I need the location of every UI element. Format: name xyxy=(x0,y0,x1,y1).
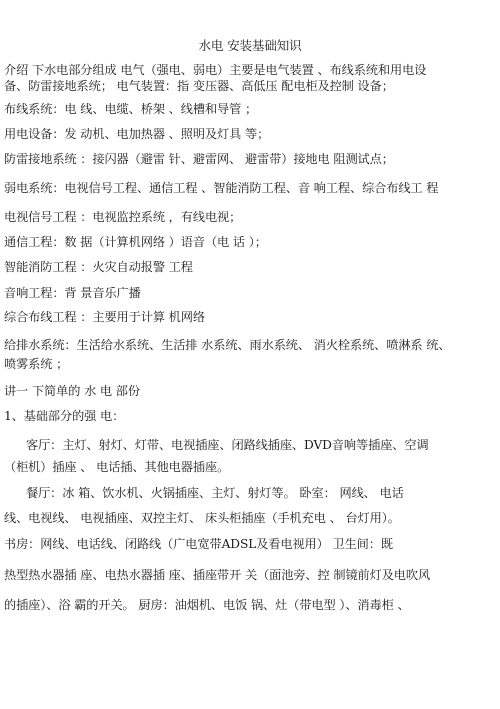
text-line: 智能消防工程 ：火灾自动报警 工程 xyxy=(4,260,193,274)
text-line: 热型热水器插 座、电热水器插 座、插座带开 关（面池旁、控 制镜前灯及电吹风 xyxy=(4,568,431,582)
text-line: 的插座）、浴 霸的开关。 厨房：油烟机、电饭 锅、灶（带电型 ）、消毒柜 、 xyxy=(4,598,410,612)
text-line: 客厅：主灯、射灯、灯带、电视插座、闭路线插座、DVD音响等插座、空调 xyxy=(26,438,429,452)
text-line: 给排水系统：生活给水系统、生活排 水系统、雨水系统、 消火栓系统、喷淋系 统、 xyxy=(4,338,451,352)
text-line: 电视信号工程 ：电视监控系统 ，有线电视； xyxy=(4,210,242,224)
text-line: 防雷接地系统 ：接闪器（避雷 针、避雷网、 避雷带）接地电 阻测试点； xyxy=(4,152,394,166)
text-line: 综合布线工程 ：主要用于计算 机网络 xyxy=(4,310,205,324)
text-line: （柜机）插座 、 电话插、其他电器插座。 xyxy=(4,460,230,474)
text-line: 备、防雷接地系统； 电气装置：指 变压器、高低压 配电柜及控制 设备； xyxy=(4,79,394,93)
text-line: 弱电系统：电视信号工程、通信工程 、智能消防工程、音 响工程、综合布线工 程 xyxy=(4,181,439,195)
text-line: 书房：网线、电话线、闭路线（广电宽带ADSL及看电视用） 卫生间：既 xyxy=(4,537,393,551)
text-line: 线、电视线、 电视插座、双控主灯、 床头柜插座（手机充电 、 台灯用）。 xyxy=(4,511,400,525)
text-line: 喷雾系统 ； xyxy=(4,357,69,371)
text-line: 用电设备：发 动机、电加热器 、照明及灯具 等； xyxy=(4,127,270,141)
text-line: 餐厅：冰 箱、饮水机、火锅插座、主灯、射灯等。 卧室： 网线、 电话 xyxy=(26,486,404,500)
text-line: 介绍 下水电部分组成 电气（强电、弱电）主要是电气装置 、布线系统和用电设 xyxy=(4,63,427,77)
text-line: 通信工程：数 据（计算机网络 ）语音（电 话 ）； xyxy=(4,235,267,249)
text-line: 布线系统：电 线、电缆、桥架 、线槽和导管 ； xyxy=(4,102,258,116)
text-line: 讲一 下简单的 水 电 部份 xyxy=(4,384,140,398)
text-line: 1、基础部分的强 电： xyxy=(4,409,125,423)
text-line: 音响工程：背 景音乐广播 xyxy=(4,286,141,300)
document-title: 水电 安装基础知识 xyxy=(198,38,302,53)
